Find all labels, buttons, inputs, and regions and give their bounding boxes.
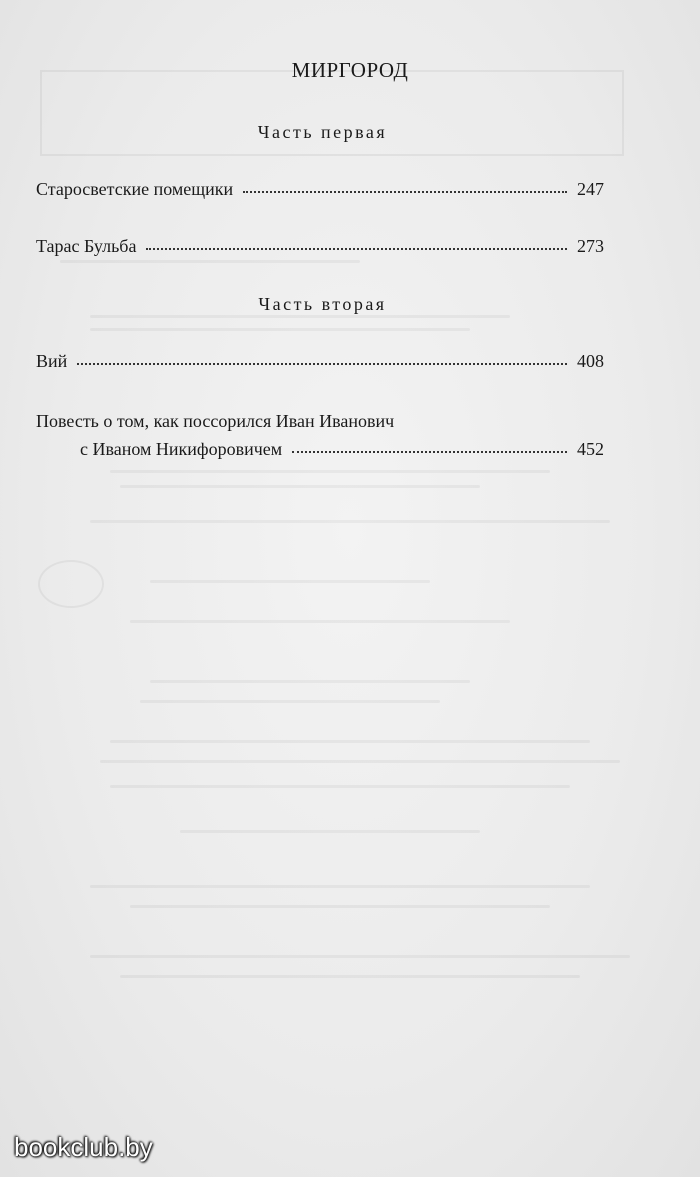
toc-entry-povest <box>80 438 604 460</box>
toc-entry-title: Вий <box>36 351 68 371</box>
toc-entry-title-line2: с Иваном Никифоровичем <box>80 439 283 459</box>
toc-page-number: 273 <box>577 236 604 256</box>
toc-entry-povest-title-line1: Повесть о том, как поссорился Иван Иванович <box>36 411 395 431</box>
show-through-background <box>30 60 670 1060</box>
toc-leader-dots <box>146 244 567 250</box>
toc-leader-dots <box>77 359 567 365</box>
toc-entry-title: Тарас Бульба <box>36 236 137 256</box>
toc-leader-dots <box>292 447 567 453</box>
toc-entry-viy <box>36 350 604 372</box>
part-one-heading: Часть первая <box>257 122 388 142</box>
book-title: МИРГОРОД <box>291 58 409 82</box>
toc-page-number: 247 <box>577 179 604 199</box>
watermark: bookclub.by <box>14 1132 153 1162</box>
toc-entry-taras-bulba <box>36 235 604 257</box>
toc-page-number: 452 <box>577 439 604 459</box>
toc-entry-starosvetskie <box>36 178 604 200</box>
toc-leader-dots <box>243 187 567 193</box>
toc-page-number: 408 <box>577 351 604 371</box>
toc-entry-title: Старосветские помещики <box>36 179 234 199</box>
part-two-heading: Часть вторая <box>258 294 387 314</box>
